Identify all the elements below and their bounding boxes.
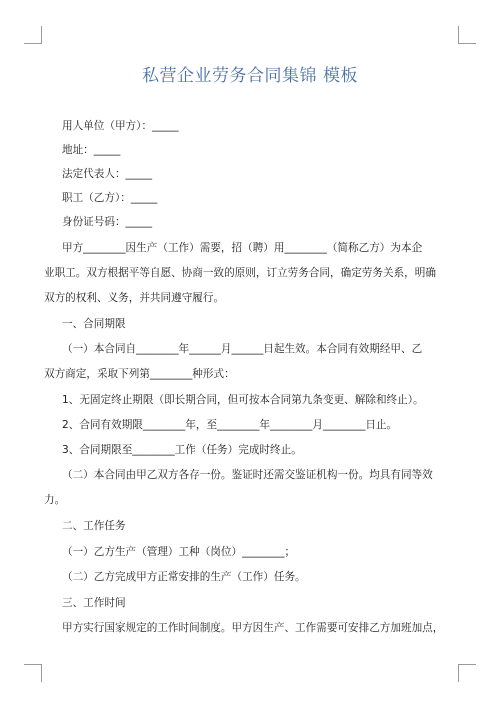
section-heading: 一、合同期限 <box>62 318 126 330</box>
paragraph-line: （一）乙方生产（管理）工种（岗位）________； <box>62 546 296 558</box>
crop-mark-top-left <box>41 26 42 44</box>
crop-mark-top-right <box>458 26 459 44</box>
paragraph-line: 双方的权利、义务，并共同遵守履行。 <box>44 292 225 304</box>
paragraph-line: 甲方________因生产（工作）需要，招（聘）用________（简称乙方）为本企 <box>62 242 423 254</box>
paragraph-line: （二）本合同由甲乙双方各存一份。鉴证时还需交鉴证机构一份。均具有同等效 <box>62 469 433 481</box>
paragraph-line: 2、合同有效期限________年，至________年________月________日止。 <box>62 419 398 431</box>
section-heading: 二、工作任务 <box>62 520 126 532</box>
crop-mark-bottom-right <box>458 664 476 665</box>
paragraph-line: 3、合同期限至________工作（任务）完成时终止。 <box>62 444 302 456</box>
paragraph-line: 1、无固定终止期限（即长期合同，但可按本合同第九条变更、解除和终止）。 <box>62 394 424 406</box>
crop-mark-bottom-right <box>458 664 459 682</box>
crop-mark-bottom-left <box>24 664 42 665</box>
crop-mark-top-right <box>458 43 476 44</box>
section-heading: 三、工作时间 <box>62 597 126 609</box>
paragraph-line: （二）乙方完成甲方正常安排的生产（工作）任务。 <box>62 571 306 583</box>
crop-mark-bottom-left <box>41 664 42 682</box>
field-employer: 用人单位（甲方）：_____ <box>62 120 179 132</box>
field-employee: 职工（乙方）：_____ <box>62 192 158 204</box>
paragraph-line: 双方商定，采取下列第________种形式： <box>44 368 235 380</box>
paragraph-line: 力。 <box>44 494 66 506</box>
field-address: 地址：_____ <box>62 144 121 156</box>
paragraph-line: 业职工。双方根据平等自愿、协商一致的原则，订立劳务合同，确定劳务关系，明确 <box>44 267 436 279</box>
field-id-number: 身份证号码：_____ <box>62 216 153 228</box>
document-title: 私营企业劳务合同集锦 模板 <box>142 66 358 86</box>
paragraph-line: （一）本合同自________年______月______日起生效。本合同有效期经甲、乙 <box>62 343 423 355</box>
paragraph-line: 甲方实行国家规定的工作时间制度。甲方因生产、工作需要可安排乙方加班加点， <box>62 622 444 634</box>
crop-mark-top-left <box>24 43 42 44</box>
field-legal-representative: 法定代表人：_____ <box>62 168 153 180</box>
